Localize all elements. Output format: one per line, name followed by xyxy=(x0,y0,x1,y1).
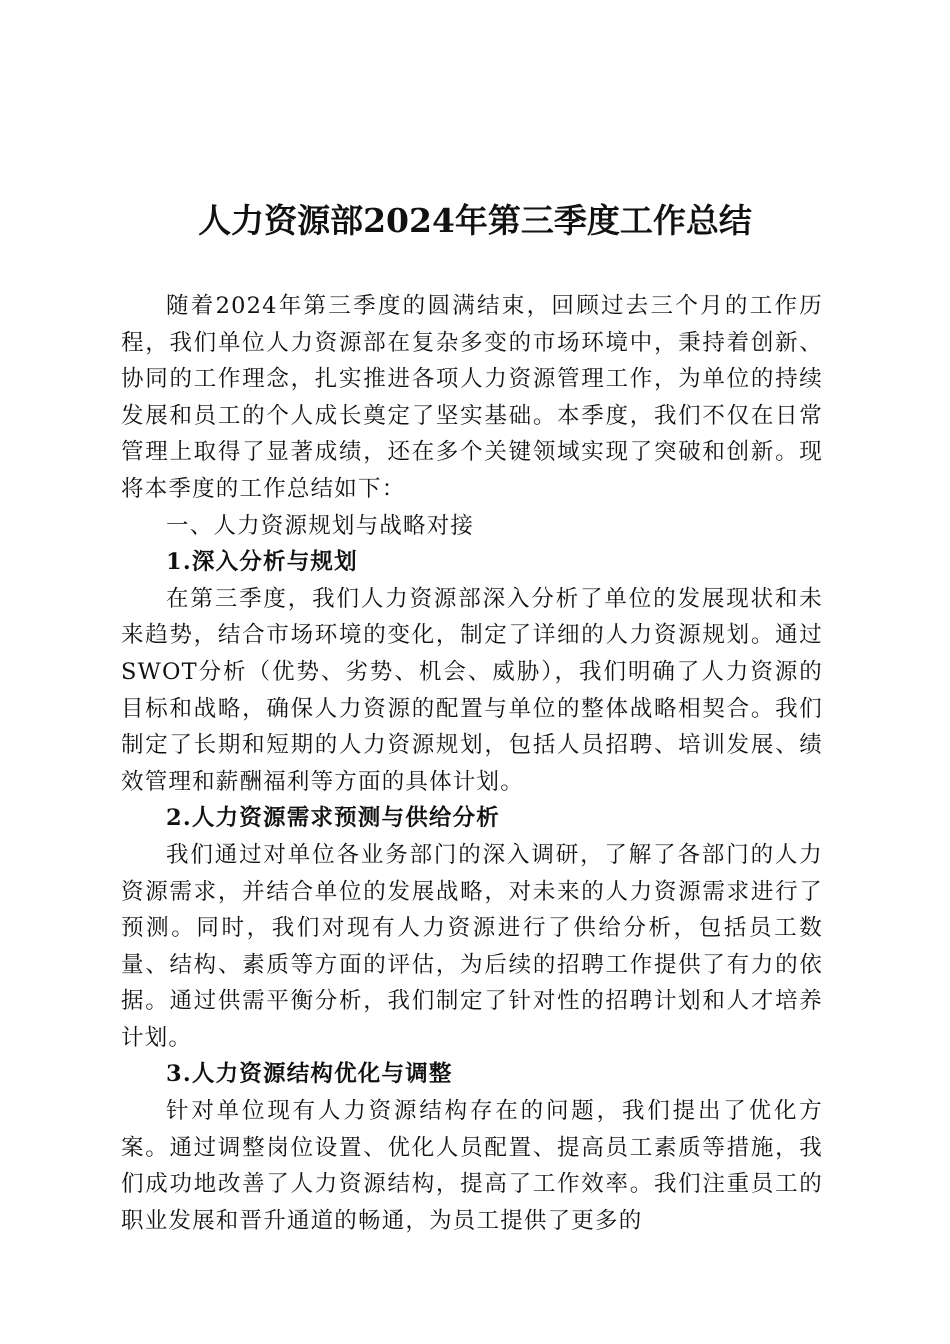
subsection-2-heading: 2.人力资源需求预测与供给分析 xyxy=(166,805,500,832)
intro-paragraph: 随着2024年第三季度的圆满结束，回顾过去三个月的工作历程，我们单位人力资源部在复杂多变的市场环境中，秉持着创新、协同的工作理念，扎实推进各项人力资源管理工作，为单位的持续发展和员工的个人成长奠定了坚实基础。本季度，我们不仅在日常管理上取得了显著成绩，还在多个关键领域实现了突破和创新。现将本季度的工作总结如下： xyxy=(121,293,823,502)
subsection-3-paragraph: 针对单位现有人力资源结构存在的问题，我们提出了优化方案。通过调整岗位设置、优化人员配置、提高员工素质等措施，我们成功地改善了人力资源结构，提高了工作效率。我们注重员工的职业发展和晋升通道的畅通，为员工提供了更多的 xyxy=(121,1098,823,1234)
section-1-heading: 一、人力资源规划与战略对接 xyxy=(166,512,475,539)
document-title: 人力资源部2024年第三季度工作总结 xyxy=(198,201,752,240)
document-body xyxy=(121,288,823,1239)
subsection-3-heading: 3.人力资源结构优化与调整 xyxy=(166,1061,453,1088)
subsection-1-paragraph: 在第三季度，我们人力资源部深入分析了单位的发展现状和未来趋势，结合市场环境的变化，制定了详细的人力资源规划。通过SWOT分析（优势、劣势、机会、威胁），我们明确了人力资源的目标和战略，确保人力资源的配置与单位的整体战略相契合。我们制定了长期和短期的人力资源规划，包括人员招聘、培训发展、绩效管理和薪酬福利等方面的具体计划。 xyxy=(121,585,823,795)
subsection-1-heading: 1.深入分析与规划 xyxy=(166,549,358,576)
subsection-2-paragraph: 我们通过对单位各业务部门的深入调研，了解了各部门的人力资源需求，并结合单位的发展战略，对未来的人力资源需求进行了预测。同时，我们对现有人力资源进行了供给分析，包括员工数量、结构、素质等方面的评估，为后续的招聘工作提供了有力的依据。通过供需平衡分析，我们制定了针对性的招聘计划和人才培养计划。 xyxy=(121,841,823,1051)
